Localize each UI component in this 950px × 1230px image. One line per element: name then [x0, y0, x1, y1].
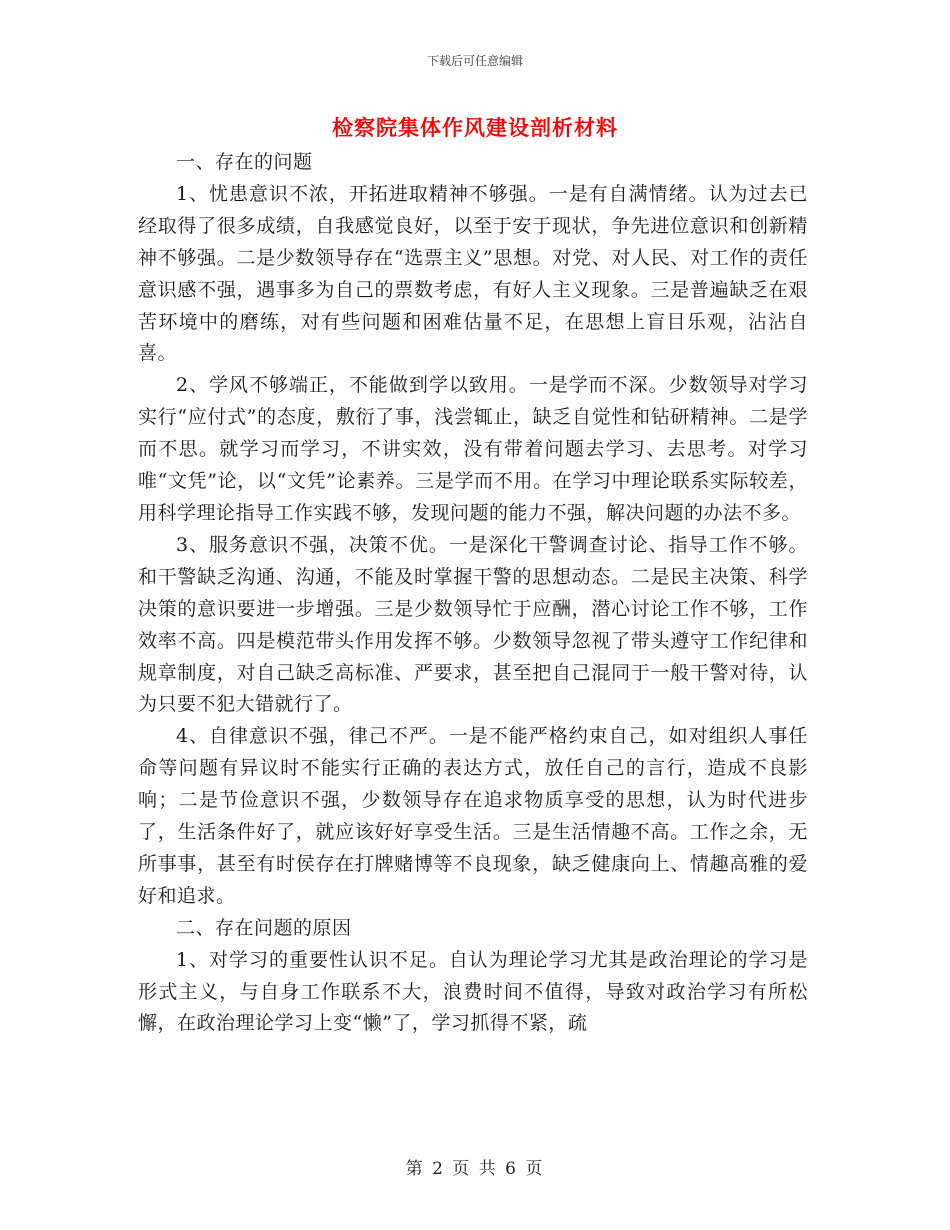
header-note: 下载后可任意编辑: [426, 54, 523, 68]
paragraph: 4、自律意识不强，律己不严。一是不能严格约束自己，如对组织人事任命等问题有异议时不能实行正确的表达方式，放任自己的言行，造成不良影响；二是节俭意识不强，少数领导存在追求物质享受的思想，认为时代进步了，生活条件好了，就应该好好享受生活。三是生活情趣不高。工作之余，无所事事，甚至有时侯存在打牌赌博等不良现象，缺乏健康向上、情趣高雅的爱好和追求。: [138, 725, 808, 907]
paragraph: 1、对学习的重要性认识不足。自认为理论学习尤其是政治理论的学习是形式主义，与自身工作联系不大，浪费时间不值得，导致对政治学习有所松懈，在政治理论学习上变“懒”了，学习抓得不紧，疏: [138, 948, 808, 1035]
paragraph: 2、学风不够端正，不能做到学以致用。一是学而不深。少数领导对学习实行“应付式”的态度，敷衍了事，浅尝辄止，缺乏自觉性和钻研精神。二是学而不思。就学习而学习，不讲实效，没有带着问题去学习、去思考。对学习唯“文凭”论，以“文凭”论素养。三是学而不用。在学习中理论联系实际较差，用科学理论指导工作实践不够，发现问题的能力不强，解决问题的办法不多。: [138, 374, 808, 524]
document-title: 检察院集体作风建设剖析材料: [332, 115, 618, 140]
section-problems: [138, 147, 808, 913]
page-footer: 第 2 页 共 6 页: [405, 1159, 545, 1179]
document-body: [138, 147, 808, 1040]
section-causes: [138, 913, 808, 1041]
section-heading: 一、存在的问题: [176, 151, 313, 173]
paragraph: 3、服务意识不强，决策不优。一是深化干警调查讨论、指导工作不够。和干警缺乏沟通、沟通，不能及时掌握干警的思想动态。二是民主决策、科学决策的意识要进一步增强。三是少数领导忙于应酬，潜心讨论工作不够，工作效率不高。四是模范带头作用发挥不够。少数领导忽视了带头遵守工作纪律和规章制度，对自己缺乏高标准、严要求，甚至把自己混同于一般干警对待，认为只要不犯大错就行了。: [138, 533, 808, 716]
section-heading: 二、存在问题的原因: [176, 916, 352, 939]
paragraph: 1、忧患意识不浓，开拓进取精神不够强。一是有自满情绪。认为过去已经取得了很多成绩，自我感觉良好，以至于安于现状，争先进位意识和创新精神不够强。二是少数领导存在“选票主义”思想。对党、对人民、对工作的责任意识感不强，遇事多为自己的票数考虑，有好人主义现象。三是普遍缺乏在艰苦环境中的磨练，对有些问题和困难估量不足，在思想上盲目乐观，沾沾自喜。: [138, 182, 808, 365]
